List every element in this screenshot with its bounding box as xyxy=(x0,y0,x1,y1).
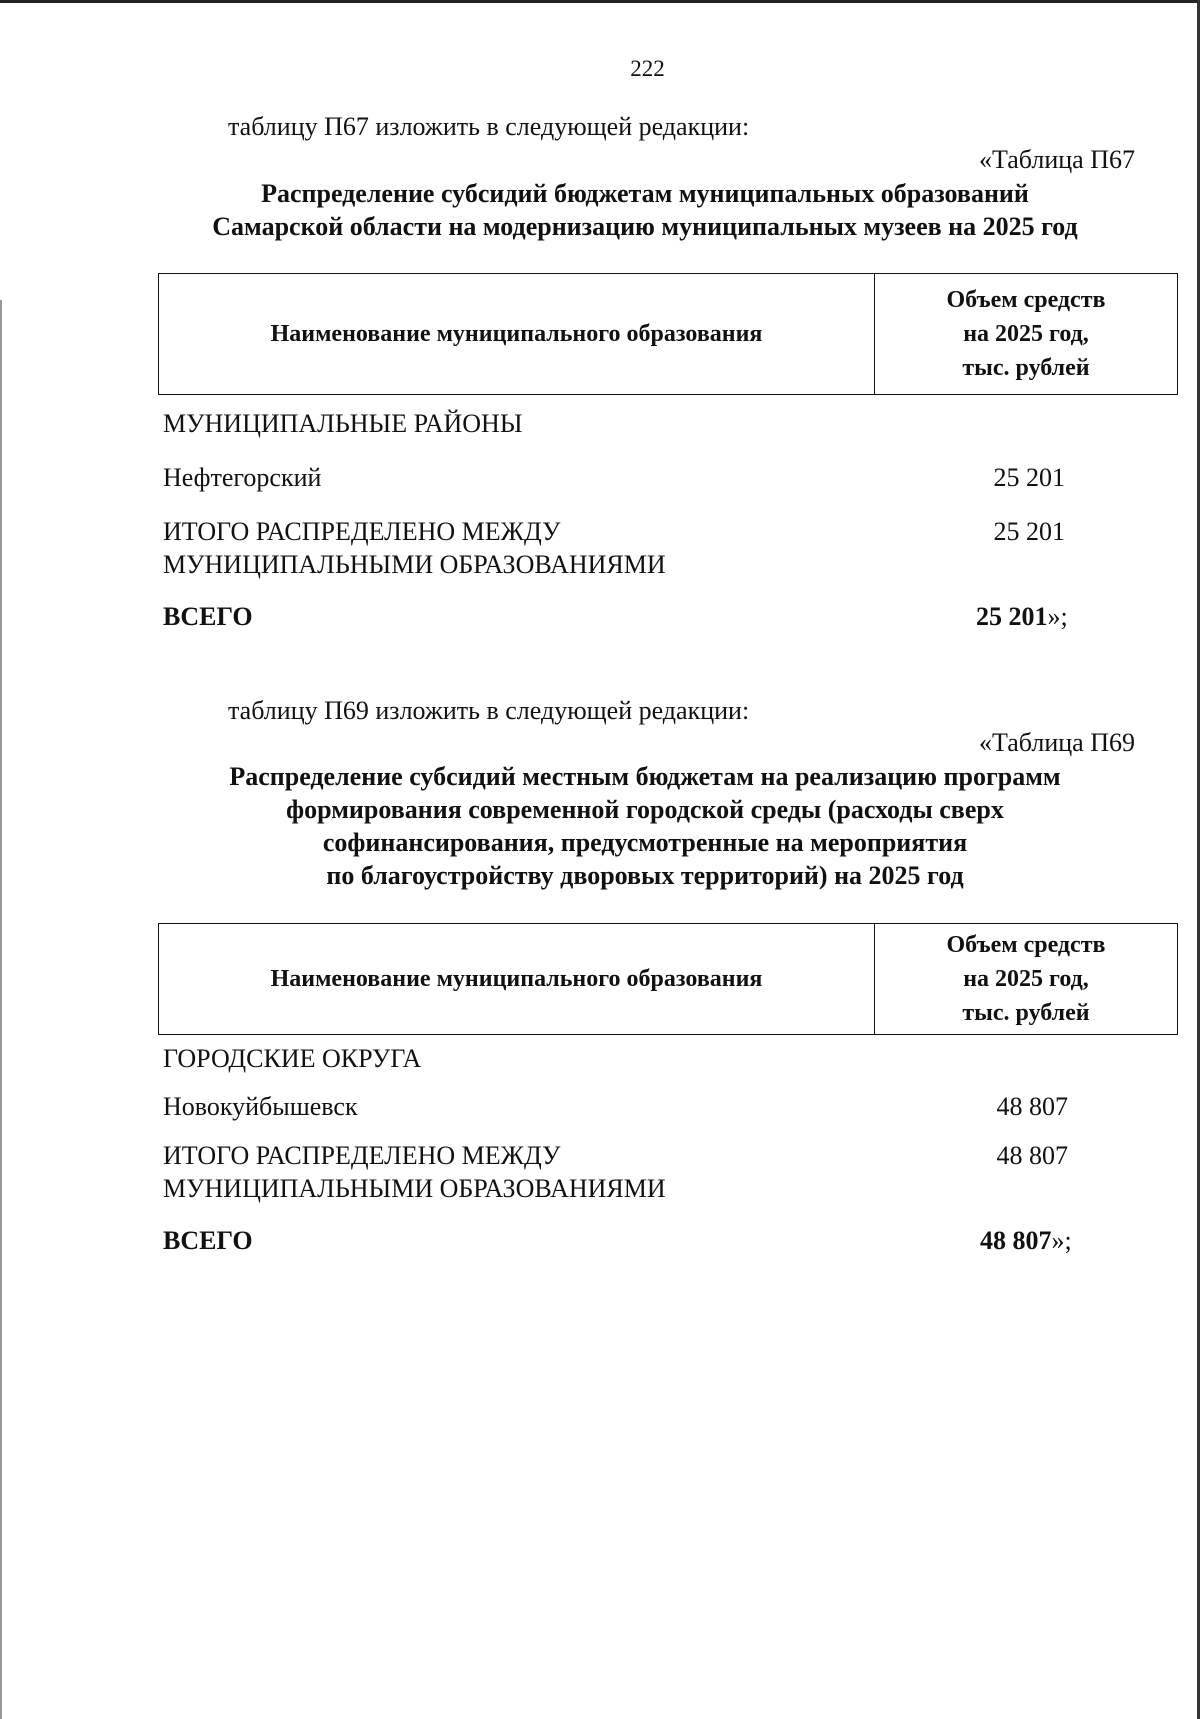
header-amount-column xyxy=(875,274,1177,394)
table-title xyxy=(0,177,1200,243)
total-suffix: »; xyxy=(1047,602,1068,631)
scan-edge xyxy=(0,0,1200,3)
table-label: «Таблица П69 xyxy=(979,728,1135,757)
page-number: 222 xyxy=(630,56,665,81)
table-title-line: софинансирования, предусмотренные на мероприятия xyxy=(322,828,968,857)
section-intro: таблицу П67 изложить в следующей редакции: xyxy=(228,112,750,141)
header-amount-line: на 2025 год, xyxy=(963,966,1089,992)
subtotal-value: 48 807 xyxy=(996,1141,1068,1170)
total-value-wrap xyxy=(980,1224,1072,1257)
section-intro: таблицу П69 изложить в следующей редакции: xyxy=(228,696,750,725)
header-amount-column xyxy=(875,924,1177,1034)
header-amount-line: Объем средств xyxy=(946,932,1106,958)
table-title xyxy=(0,760,1200,892)
table-label: «Таблица П67 xyxy=(979,145,1135,174)
subtotal-label xyxy=(163,515,666,581)
item-name: Новокуйбышевск xyxy=(163,1092,358,1121)
header-name-column: Наименование муниципального образования xyxy=(159,274,875,394)
total-label: ВСЕГО xyxy=(163,1226,253,1255)
total-value: 48 807 xyxy=(980,1226,1052,1255)
subtotal-label xyxy=(163,1139,666,1205)
table-title-line: по благоустройству дворовых территорий) на 2025 год xyxy=(326,861,964,890)
total-label: ВСЕГО xyxy=(163,602,253,631)
total-value-wrap xyxy=(976,600,1068,633)
subtotal-label-line: ИТОГО РАСПРЕДЕЛЕНО МЕЖДУ xyxy=(163,517,561,546)
table-title-line: Самарской области на модернизацию муниципальных музеев на 2025 год xyxy=(212,212,1078,241)
table-header xyxy=(158,273,1178,395)
subtotal-label-line: МУНИЦИПАЛЬНЫМИ ОБРАЗОВАНИЯМИ xyxy=(163,1174,666,1203)
subtotal-value: 25 201 xyxy=(993,517,1065,546)
total-suffix: »; xyxy=(1051,1226,1072,1255)
subtotal-label-line: ИТОГО РАСПРЕДЕЛЕНО МЕЖДУ xyxy=(163,1141,561,1170)
scan-edge xyxy=(0,300,2,1719)
group-heading: ГОРОДСКИЕ ОКРУГА xyxy=(163,1044,422,1073)
table-header xyxy=(158,923,1178,1035)
header-amount-line: тыс. рублей xyxy=(962,355,1090,381)
header-name-column: Наименование муниципального образования xyxy=(159,924,875,1034)
item-value: 25 201 xyxy=(993,463,1065,492)
table-title-line: Распределение субсидий местным бюджетам на реализацию программ xyxy=(229,762,1061,791)
item-name: Нефтегорский xyxy=(163,463,322,492)
subtotal-label-line: МУНИЦИПАЛЬНЫМИ ОБРАЗОВАНИЯМИ xyxy=(163,550,666,579)
total-value: 25 201 xyxy=(976,602,1048,631)
table-title-line: формирования современной городской среды (расходы сверх xyxy=(286,795,1004,824)
group-heading: МУНИЦИПАЛЬНЫЕ РАЙОНЫ xyxy=(163,409,523,438)
header-amount-line: на 2025 год, xyxy=(963,321,1089,347)
item-value: 48 807 xyxy=(996,1092,1068,1121)
table-title-line: Распределение субсидий бюджетам муниципальных образований xyxy=(261,179,1029,208)
header-amount-line: Объем средств xyxy=(946,287,1106,313)
header-amount-line: тыс. рублей xyxy=(962,1000,1090,1026)
